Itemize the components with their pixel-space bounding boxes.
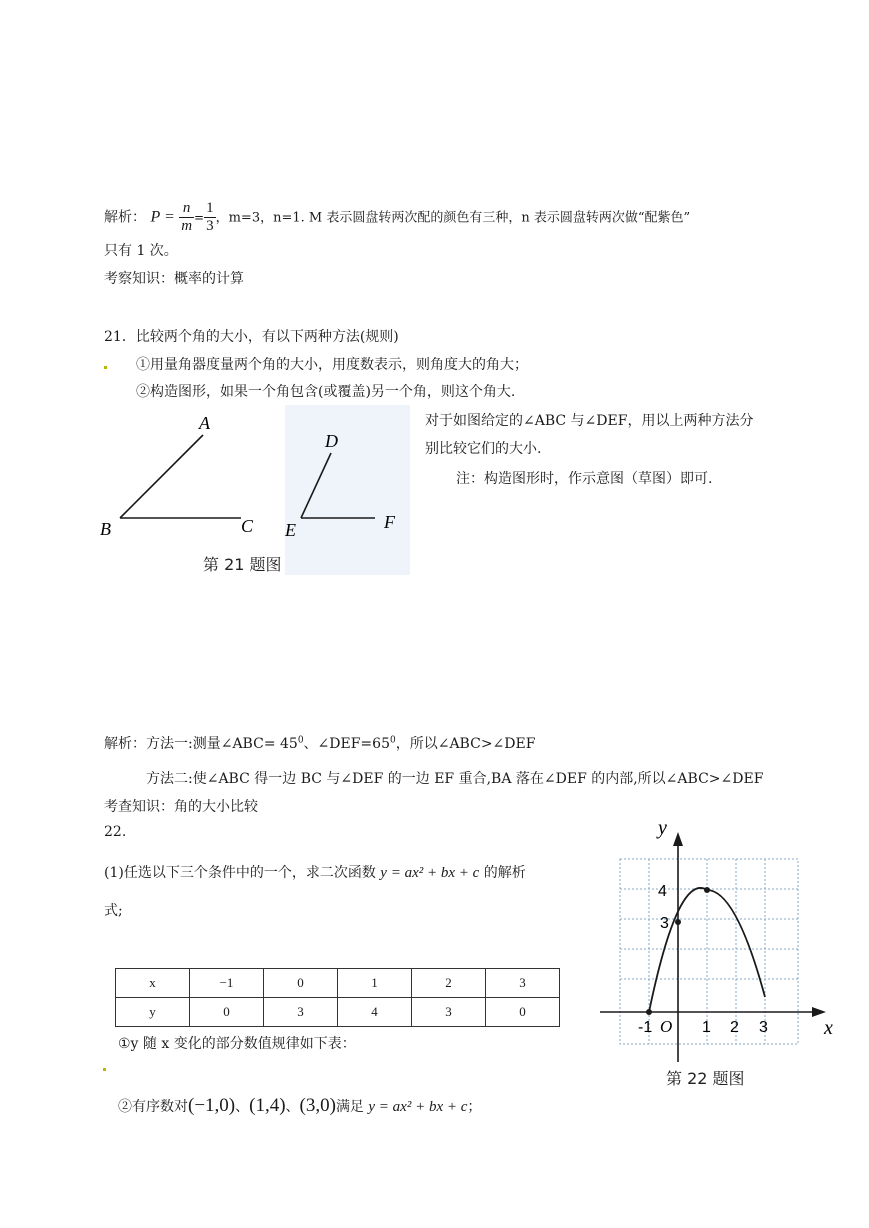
label-e: E: [285, 520, 296, 540]
ray-ba: [120, 435, 203, 518]
q22-cond2-text: ；: [467, 1099, 482, 1115]
table-cell: 0: [264, 969, 338, 998]
axis-label-y: y: [658, 817, 667, 839]
table-cell: 3: [264, 998, 338, 1027]
fraction-n-over-m: [179, 200, 194, 235]
q21-desc1: 对于如图给定的∠ABC 与∠DEF，用以上两种方法分: [425, 413, 754, 429]
label-f: F: [384, 512, 395, 532]
table-cell: 0: [485, 998, 559, 1027]
figure-22: [596, 812, 846, 1092]
degree-mark: 0: [297, 735, 304, 746]
q21-desc2: 别比较它们的大小.: [425, 441, 542, 457]
ordered-pair: (1,4): [249, 1095, 286, 1116]
frac-numerator: n: [179, 200, 194, 218]
q22-part1: [104, 862, 526, 882]
figure-21-caption: 第 21 题图: [203, 555, 282, 574]
sol21-m1-part: 解析：方法一:测量∠ABC= 45: [104, 736, 298, 752]
x-tick-2: 2: [730, 1019, 739, 1036]
x-tick-3: 3: [759, 1019, 768, 1036]
frac-denominator: 3: [206, 218, 214, 234]
frac-numerator: 1: [206, 200, 214, 216]
x-axis-arrow: [812, 1007, 826, 1017]
values-table: [115, 968, 560, 1027]
ordered-pair: (−1,0): [188, 1095, 236, 1116]
q22-part1-text: (1)任选以下三个条件中的一个，求二次函数: [104, 865, 376, 881]
sol20-knowledge: 考察知识：概率的计算: [104, 271, 244, 287]
q22-part1-text: 的解析: [483, 865, 526, 881]
table-cell: 4: [338, 998, 412, 1027]
frac-denominator: m: [181, 218, 193, 234]
point-minus1-0: [646, 1009, 652, 1015]
table-cell: 3: [485, 969, 559, 998]
equals-sign: =: [194, 210, 205, 225]
sol20-line2: 只有 1 次。: [104, 243, 178, 259]
separator: 、: [235, 1099, 250, 1115]
degree-mark: 0: [389, 735, 396, 746]
q21-note: 注：构造图形时，作示意图（草图）即可.: [456, 471, 713, 487]
axis-label-x: x: [824, 1017, 833, 1039]
q21-title: 21．比较两个角的大小，有以下两种方法(规则): [104, 329, 399, 345]
parabola-curve: [649, 888, 765, 1012]
label-a: A: [199, 413, 210, 433]
origin-label: O: [660, 1017, 673, 1036]
point-0-3: [675, 919, 681, 925]
table-cell: y: [116, 998, 190, 1027]
figure-22-caption: 第 22 题图: [666, 1069, 745, 1088]
sol21-m1-part: 、∠DEF=65: [303, 736, 390, 752]
y-tick-3: 3: [660, 915, 669, 932]
q22-condition2: [118, 1095, 481, 1117]
q22-cond2-text: ②有序数对: [118, 1099, 188, 1115]
table-cell: 2: [411, 969, 485, 998]
sol21-method1: [104, 733, 535, 753]
grid-border: [620, 859, 798, 1044]
sol20-line1: [104, 200, 690, 235]
point-1-4: [704, 887, 710, 893]
y-tick-4: 4: [658, 883, 667, 900]
quadratic-formula: y = ax² + bx + c: [368, 1099, 468, 1115]
x-tick-1: 1: [702, 1019, 711, 1036]
table-row: [116, 969, 560, 998]
label-c: C: [241, 516, 254, 536]
marker-dot: [103, 1068, 106, 1071]
fraction-one-third: [204, 200, 216, 235]
table-row: [116, 998, 560, 1027]
table-cell: x: [116, 969, 190, 998]
grid: [620, 859, 798, 1044]
marker-dot: [104, 366, 107, 369]
sol20-text: ，m=3，n=1. M 表示圆盘转两次配的颜色有三种，n 表示圆盘转两次做“配紫色”: [215, 210, 691, 226]
sol20-prefix: 解析：: [104, 209, 146, 226]
q22-condition1: ①y 随 x 变化的部分数值规律如下表：: [118, 1036, 356, 1052]
y-axis-arrow: [673, 832, 683, 846]
sol21-m1-part: ，所以∠ABC>∠DEF: [395, 736, 536, 752]
label-b: B: [100, 519, 111, 539]
table-cell: 0: [189, 998, 263, 1027]
q22-number: 22.: [104, 824, 127, 840]
scan-tint: [285, 405, 410, 575]
q22-cond2-text: 满足: [335, 1099, 364, 1115]
formula-p: P =: [150, 208, 175, 226]
ordered-pair: (3,0): [299, 1095, 336, 1116]
q21-rule1: ①用量角器度量两个角的大小，用度数表示，则角度大的角大；: [136, 357, 528, 373]
q22-part1-end: 式;: [104, 903, 123, 919]
sol21-method2: 方法二:使∠ABC 得一边 BC 与∠DEF 的一边 EF 重合,BA 落在∠DEF 的内部,所以∠ABC>∠DEF: [146, 771, 764, 787]
q21-rule2: ②构造图形，如果一个角包含(或覆盖)另一个角，则这个角大.: [136, 384, 516, 400]
table-cell: 1: [338, 969, 412, 998]
label-d: D: [325, 431, 338, 451]
table-cell: 3: [411, 998, 485, 1027]
table-cell: −1: [189, 969, 263, 998]
figure-21: [95, 405, 415, 580]
quadratic-formula: y = ax² + bx + c: [380, 865, 480, 881]
sol21-knowledge: 考查知识：角的大小比较: [104, 799, 258, 815]
separator: 、: [285, 1099, 300, 1115]
x-tick-minus1: -1: [638, 1019, 653, 1036]
